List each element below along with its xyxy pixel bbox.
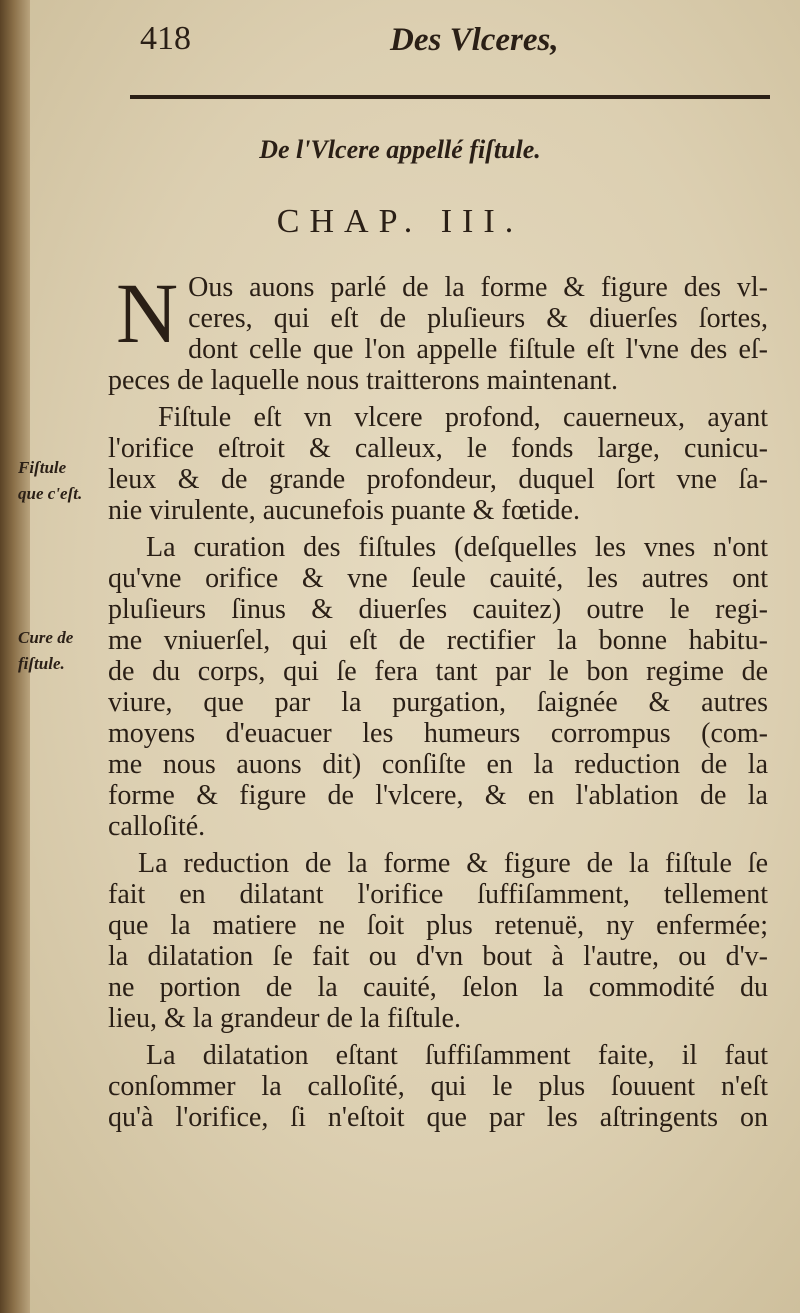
- text-line: de du corps, qui ſe fera tant par le bon regime de: [108, 656, 768, 687]
- body-text: [108, 265, 768, 1133]
- text-line: La dilatation eſtant ſuffiſamment faite, il faut: [146, 1040, 768, 1071]
- text-line: nie virulente, aucunefois puante & fœtide.: [108, 495, 580, 526]
- paragraph-5: [108, 1040, 768, 1133]
- text-line: conſommer la calloſité, qui le plus ſouuent n'eſt: [108, 1071, 768, 1102]
- text-line: la dilatation ſe fait ou d'vn bout à l'autre, ou d'v-: [108, 941, 768, 972]
- text-line: ceres, qui eſt de pluſieurs & diuerſes ſortes,: [188, 303, 768, 334]
- text-line: peces de laquelle nous traitterons maintenant.: [108, 365, 619, 396]
- paragraph-3: [108, 532, 768, 842]
- text-line: pluſieurs ſinus & diuerſes cauitez) outre le regi-: [108, 594, 768, 625]
- section-title: De l'Vlcere appellé fiſtule.: [259, 135, 541, 164]
- text-line: calloſité.: [108, 811, 206, 842]
- margin-note-fistule: Fiſtule que c'eſt.: [18, 458, 83, 503]
- text-line: ne portion de la cauité, ſelon la commodité du: [108, 972, 768, 1003]
- text-line: La reduction de la forme & figure de la fiſtule ſe: [138, 848, 768, 879]
- text-line: leux & de grande profondeur, duquel ſort vne ſa-: [108, 464, 768, 495]
- text-line: fait en dilatant l'orifice ſuffiſamment, tellement: [108, 879, 768, 910]
- text-line: lieu, & la grandeur de la fiſtule.: [108, 1003, 461, 1034]
- paragraph-4: [108, 848, 768, 1034]
- text-line: me nous auons dit) conſiſte en la reduction de la: [108, 749, 768, 780]
- text-line: forme & figure de l'vlcere, & en l'ablation de la: [108, 780, 768, 811]
- header-rule: [130, 95, 770, 99]
- text-line: viure, que par la purgation, ſaignée & autres: [108, 687, 768, 718]
- text-line: qu'à l'orifice, ſi n'eſtoit que par les aſtringents on: [108, 1102, 768, 1133]
- text-line: Ous auons parlé de la forme & figure des vl-: [188, 272, 768, 303]
- page-header: [0, 20, 800, 70]
- running-head: Des Vlceres,: [390, 22, 559, 58]
- text-line: que la matiere ne ſoit plus retenuë, ny enfermée;: [108, 910, 768, 941]
- text-line: l'orifice eſtroit & calleux, le fonds large, cunicu-: [108, 433, 768, 464]
- text-line: La curation des fiſtules (deſquelles les vnes n'ont: [146, 532, 768, 563]
- margin-note-cure: Cure de fiſtule.: [18, 628, 74, 673]
- paragraph-1: [108, 265, 768, 396]
- drop-cap: N: [116, 265, 179, 361]
- chapter-heading: CHAP. III.: [276, 203, 524, 240]
- text-line: qu'vne orifice & vne ſeule cauité, les autres ont: [108, 563, 768, 594]
- text-line: Fiſtule eſt vn vlcere profond, cauerneux, ayant: [158, 402, 768, 433]
- text-line: me vniuerſel, qui eſt de rectifier la bonne habitu-: [108, 625, 768, 656]
- text-line: dont celle que l'on appelle fiſtule eſt l'vne des eſ-: [188, 334, 768, 365]
- text-line: moyens d'euacuer les humeurs corrompus (com-: [108, 718, 768, 749]
- page-number: 418: [140, 20, 191, 57]
- paragraph-2: [108, 402, 768, 526]
